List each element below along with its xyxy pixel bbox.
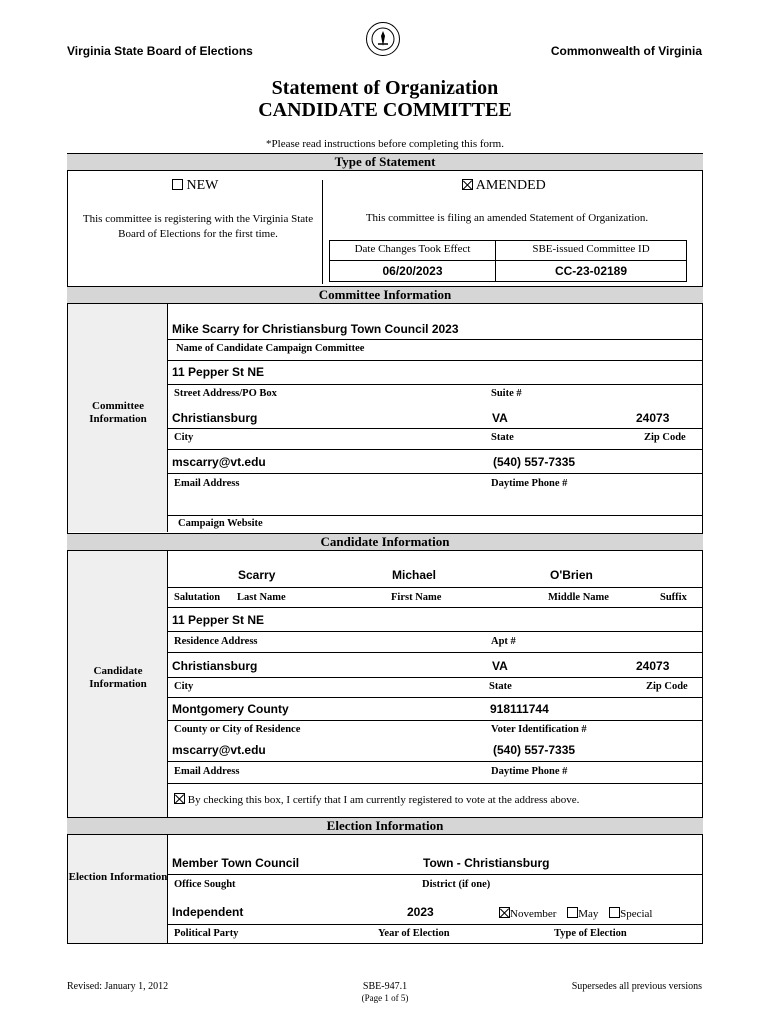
election-sidebar (68, 835, 168, 943)
committee-id-label: SBE-issued Committee ID (532, 243, 650, 255)
certify-text: By checking this box, I certify that I am currently registered to vote at the address above. (187, 794, 580, 806)
election-year-label: Year of Election (378, 928, 450, 939)
candidate-state-value[interactable]: VA (492, 659, 508, 673)
candidate-middle-name-value[interactable]: O'Brien (550, 568, 593, 582)
election-information-heading: Election Information (67, 817, 703, 835)
election-year-value[interactable]: 2023 (407, 905, 434, 919)
candidate-first-name-value[interactable]: Michael (392, 568, 437, 582)
committee-name-label: Name of Candidate Campaign Committee (176, 343, 365, 354)
commonwealth-name: Commonwealth of Virginia (550, 44, 702, 58)
committee-zip-label: Zip Code (644, 432, 686, 443)
special-label: Special (620, 908, 653, 920)
last-name-label: Last Name (237, 592, 286, 603)
committee-state-value[interactable]: VA (492, 411, 508, 425)
residence-address-label: Residence Address (174, 636, 258, 647)
district-value[interactable]: Town - Christiansburg (423, 856, 550, 870)
divider (322, 180, 323, 284)
district-label: District (if one) (422, 879, 491, 890)
committee-side-label: Committee Information (89, 400, 147, 425)
election-type-options (499, 907, 653, 920)
new-description: This committee is registering with the Virginia State Board of Elections for the first time. (82, 213, 314, 240)
amended-label: AMENDED (475, 178, 546, 193)
candidate-zip-value[interactable]: 24073 (636, 659, 670, 673)
state-seal-icon (366, 22, 400, 56)
amended-checkbox[interactable] (462, 179, 473, 190)
election-type-label: Type of Election (554, 928, 627, 939)
county-label: County or City of Residence (174, 724, 301, 735)
candidate-side-label: Candidate Information (89, 665, 147, 690)
office-sought-label: Office Sought (174, 879, 236, 890)
salutation-label: Salutation (174, 592, 221, 603)
amended-details-box (329, 240, 687, 282)
page-title: Statement of Organization (271, 77, 499, 99)
political-party-value[interactable]: Independent (172, 905, 244, 919)
date-changes-value[interactable]: 06/20/2023 (382, 264, 443, 278)
committee-street-label: Street Address/PO Box (174, 388, 277, 399)
new-label: NEW (186, 178, 219, 193)
candidate-information-heading: Candidate Information (67, 533, 703, 551)
committee-city-label: City (174, 432, 194, 443)
campaign-website-label: Campaign Website (178, 518, 263, 529)
committee-name-value[interactable]: Mike Scarry for Christiansburg Town Council 2023 (172, 322, 459, 336)
county-value[interactable]: Montgomery County (172, 702, 289, 716)
revised-date: Revised: January 1, 2012 (67, 981, 169, 992)
committee-email-value[interactable]: mscarry@vt.edu (172, 455, 266, 469)
new-checkbox[interactable] (172, 179, 183, 190)
voter-id-value[interactable]: 918111744 (490, 702, 549, 716)
candidate-last-name-value[interactable]: Scarry (238, 568, 276, 582)
committee-state-label: State (491, 432, 514, 443)
committee-zip-value[interactable]: 24073 (636, 411, 670, 425)
residence-address-value[interactable]: 11 Pepper St NE (172, 613, 265, 627)
page-number: (Page 1 of 5) (361, 993, 409, 1003)
committee-street-value[interactable]: 11 Pepper St NE (172, 365, 265, 379)
supersedes-note: Supersedes all previous versions (571, 981, 702, 992)
candidate-email-value[interactable]: mscarry@vt.edu (172, 743, 266, 757)
middle-name-label: Middle Name (548, 592, 609, 603)
first-name-label: First Name (391, 592, 442, 603)
candidate-state-label: State (489, 681, 512, 692)
certify-option[interactable] (174, 793, 579, 806)
office-sought-value[interactable]: Member Town Council (172, 856, 300, 870)
committee-email-label: Email Address (174, 478, 240, 489)
committee-city-value[interactable]: Christiansburg (172, 411, 258, 425)
election-side-label: Election Information (68, 871, 168, 883)
form-number: SBE-947.1 (362, 981, 408, 992)
candidate-phone-label: Daytime Phone # (491, 766, 568, 777)
may-checkbox[interactable] (567, 907, 578, 918)
candidate-phone-value[interactable]: (540) 557-7335 (493, 743, 576, 757)
committee-information-heading: Committee Information (67, 286, 703, 304)
special-checkbox[interactable] (609, 907, 620, 918)
apt-label: Apt # (491, 636, 516, 647)
may-label: May (578, 908, 599, 920)
committee-id-value[interactable]: CC-23-02189 (554, 264, 628, 278)
committee-suite-label: Suite # (491, 388, 522, 399)
candidate-city-label: City (174, 681, 194, 692)
amended-description: This committee is filing an amended Statement of Organization. (365, 212, 649, 224)
amended-option[interactable] (462, 178, 546, 194)
instructions-note: *Please read instructions before completing this form. (266, 138, 504, 150)
new-option[interactable] (172, 178, 218, 194)
suffix-label: Suffix (660, 592, 687, 603)
november-checkbox[interactable] (499, 907, 510, 918)
candidate-city-value[interactable]: Christiansburg (172, 659, 258, 673)
date-changes-label: Date Changes Took Effect (354, 243, 471, 255)
candidate-email-label: Email Address (174, 766, 240, 777)
committee-phone-value[interactable]: (540) 557-7335 (493, 455, 576, 469)
political-party-label: Political Party (174, 928, 239, 939)
voter-id-label: Voter Identification # (491, 724, 587, 735)
november-label: November (510, 908, 557, 920)
agency-name: Virginia State Board of Elections (67, 44, 253, 58)
certify-checkbox[interactable] (174, 793, 185, 804)
candidate-zip-label: Zip Code (646, 681, 688, 692)
type-of-statement-heading: Type of Statement (67, 153, 703, 171)
page-subtitle: CANDIDATE COMMITTEE (258, 99, 512, 121)
committee-phone-label: Daytime Phone # (491, 478, 568, 489)
